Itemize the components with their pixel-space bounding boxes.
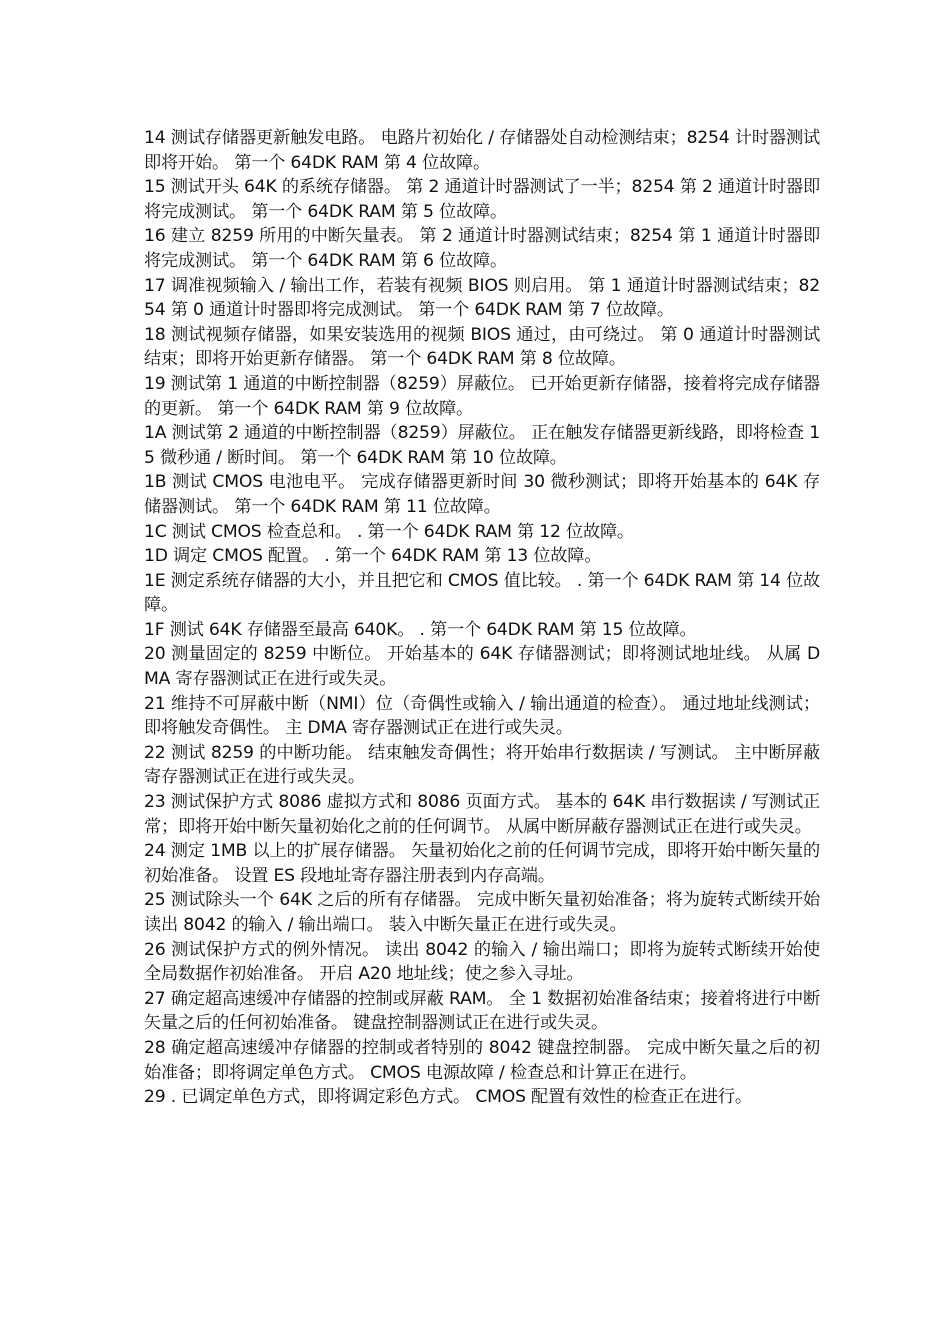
post-code-list (144, 126, 820, 1110)
post-code-entry-16: 16 建立 8259 所用的中断矢量表。 第 2 通道计时器测试结束；8254 第 1 通道计时器即将完成测试。 第一个 64DK RAM 第 6 位故障。 (144, 226, 820, 271)
post-code-entry-17: 17 调准视频输入 / 输出工作，若装有视频 BIOS 则启用。 第 1 通道计时器测试结束；8254 第 0 通道计时器即将完成测试。 第一个 64DK RAM 第 7 位故障。 (144, 275, 820, 321)
post-code-entry-20: 20 测量固定的 8259 中断位。 开始基本的 64K 存储器测试；即将测试地址线。 从属 DMA 寄存器测试正在进行或失灵。 (144, 644, 820, 690)
post-code-entry-19: 19 测试第 1 通道的中断控制器（8259）屏蔽位。 已开始更新存储器，接着将完成存储器的更新。 第一个 64DK RAM 第 9 位故障。 (144, 373, 820, 419)
post-code-entry-29: 29 . 已调定单色方式，即将调定彩色方式。 CMOS 配置有效性的检查正在进行。 (144, 1087, 752, 1108)
post-code-entry-28: 28 确定超高速缓冲存储器的控制或者特别的 8042 键盘控制器。 完成中断矢量之后的初始准备；即将调定单色方式。 CMOS 电源故障 / 检查总和计算正在进行。 (144, 1037, 820, 1083)
post-code-entry-1d: 1D 调定 CMOS 配置。 . 第一个 64DK RAM 第 13 位故障。 (144, 546, 602, 567)
post-code-entry-21: 21 维持不可屏蔽中断（NMI）位（奇偶性或输入 / 输出通道的检查）。 通过地址线测试；即将触发奇偶性。 主 DMA 寄存器测试正在进行或失灵。 (144, 693, 820, 739)
post-code-entry-1f: 1F 测试 64K 存储器至最高 640K。 . 第一个 64DK RAM 第 15 位故障。 (144, 619, 697, 640)
post-code-entry-15: 15 测试开头 64K 的系统存储器。 第 2 通道计时器测试了一半；8254 第 2 通道计时器即将完成测试。 第一个 64DK RAM 第 5 位故障。 (144, 177, 820, 222)
post-code-entry-1a: 1A 测试第 2 通道的中断控制器（8259）屏蔽位。 正在触发存储器更新线路，即将检查 15 微秒通 / 断时间。 第一个 64DK RAM 第 10 位故障。 (144, 423, 820, 468)
post-code-entry-1c: 1C 测试 CMOS 检查总和。 . 第一个 64DK RAM 第 12 位故障。 (144, 521, 634, 542)
post-code-entry-1e: 1E 测定系统存储器的大小，并且把它和 CMOS 值比较。 . 第一个 64DK RAM 第 14 位故障。 (144, 570, 820, 616)
post-code-entry-23: 23 测试保护方式 8086 虚拟方式和 8086 页面方式。 基本的 64K 串行数据读 / 写测试正常；即将开始中断矢量初始化之前的任何调节。 从属中断屏蔽存器测试正在进行或失灵。 (144, 792, 820, 837)
post-code-entry-1b: 1B 测试 CMOS 电池电平。 完成存储器更新时间 30 微秒测试；即将开始基本的 64K 存储器测试。 第一个 64DK RAM 第 11 位故障。 (144, 472, 820, 517)
post-code-entry-25: 25 测试除头一个 64K 之后的所有存储器。 完成中断矢量初始准备；将为旋转式断续开始读出 8042 的输入 / 输出端口。 装入中断矢量正在进行或失灵。 (144, 890, 820, 935)
post-code-entry-14: 14 测试存储器更新触发电路。 电路片初始化 / 存储器处自动检测结束；8254 计时器测试即将开始。 第一个 64DK RAM 第 4 位故障。 (144, 128, 820, 173)
post-code-entry-24: 24 测定 1MB 以上的扩展存储器。 矢量初始化之前的任何调节完成，即将开始中断矢量的初始准备。 设置 ES 段地址寄存器注册表到内存高端。 (144, 841, 820, 886)
post-code-entry-26: 26 测试保护方式的例外情况。 读出 8042 的输入 / 输出端口；即将为旋转式断续开始使全局数据作初始准备。 开启 A20 地址线；使之参入寻址。 (144, 939, 820, 985)
post-code-entry-18: 18 测试视频存储器，如果安装选用的视频 BIOS 通过，由可绕过。 第 0 通道计时器测试结束；即将开始更新存储器。 第一个 64DK RAM 第 8 位故障。 (144, 324, 820, 370)
post-code-entry-27: 27 确定超高速缓冲存储器的控制或屏蔽 RAM。 全 1 数据初始准备结束；接着将进行中断矢量之后的任何初始准备。 键盘控制器测试正在进行或失灵。 (144, 988, 820, 1034)
post-code-entry-22: 22 测试 8259 的中断功能。 结束触发奇偶性；将开始串行数据读 / 写测试。 主中断屏蔽寄存器测试正在进行或失灵。 (144, 742, 820, 788)
